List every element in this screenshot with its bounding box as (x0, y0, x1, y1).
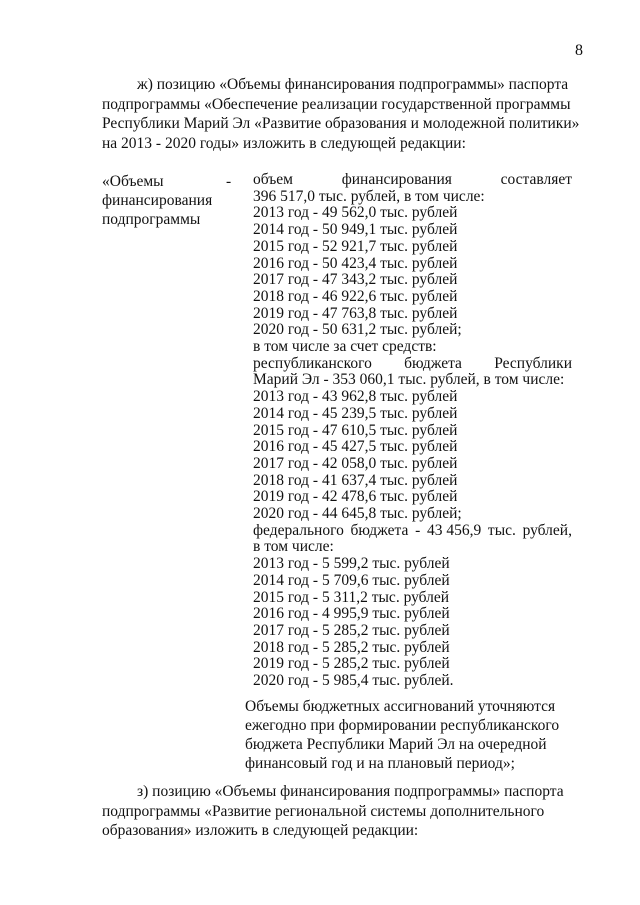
year-item: 2020 год - 50 631,2 тыс. рублей; (253, 321, 462, 339)
paragraph-line: ж) позицию «Объемы финансирования подпрограммы» паспорта (137, 76, 569, 93)
federal-word: 43 456,9 (426, 521, 482, 539)
note-line (245, 697, 572, 716)
year-item: 2015 год - 5 311,2 тыс. рублей (253, 588, 450, 606)
federal-word: - (415, 521, 421, 539)
year-item: 2020 год - 44 645,8 тыс. рублей; (253, 505, 462, 523)
federal-word: рублей, (522, 521, 572, 539)
note-word: Республики (306, 736, 385, 753)
year-item: 2016 год - 45 427,5 тыс. рублей (253, 438, 458, 456)
paragraph-line: Республики Марий Эл «Развитие образования и молодежной политики» (102, 115, 580, 132)
note-word: формировании (338, 717, 437, 734)
intro-word: финансирования (341, 171, 452, 188)
paragraph-word: системы (370, 802, 427, 820)
republic-word: бюджета (404, 354, 462, 372)
paragraph-word: «Развитие (204, 802, 272, 820)
label-dash: - (226, 173, 232, 190)
sources-heading: в том числе за счет средств: (253, 338, 437, 356)
federal-word: федерального (253, 521, 344, 539)
year-item: 2013 год - 49 562,0 тыс. рублей (253, 204, 458, 222)
intro-word: объем (253, 171, 293, 188)
year-item: 2018 год - 5 285,2 тыс. рублей (253, 638, 450, 656)
year-item: 2014 год - 5 709,6 тыс. рублей (253, 571, 450, 589)
note-line (245, 716, 572, 735)
years-republic-list (253, 389, 572, 523)
year-item: 2019 год - 47 763,8 тыс. рублей (253, 304, 458, 322)
paragraph-line: образования» изложить в следующей редакции: (102, 822, 419, 839)
years-total-list (253, 205, 572, 339)
year-item: 2014 год - 50 949,1 тыс. рублей (253, 221, 458, 239)
republic-total: Марий Эл - 353 060,1 тыс. рублей, в том числе: (253, 371, 565, 389)
note-line (245, 735, 572, 754)
year-item: 2014 год - 45 239,5 тыс. рублей (253, 404, 458, 422)
note-word: Эл (437, 736, 455, 753)
republic-line (253, 356, 572, 373)
note-word: бюджетных (302, 698, 380, 715)
paragraph-word: подпрограммы (102, 802, 201, 820)
note-word: Марий (388, 736, 434, 753)
paragraph-zh (102, 75, 580, 153)
note-word: уточняются (477, 698, 556, 715)
federal-word: бюджета (350, 521, 409, 539)
label-line: финансирования (102, 192, 213, 209)
year-item: 2013 год - 43 962,8 тыс. рублей (253, 388, 458, 406)
note-line: финансовый год и на плановый период»; (245, 755, 515, 772)
year-item: 2019 год - 42 478,6 тыс. рублей (253, 488, 458, 506)
funding-content (253, 172, 572, 690)
funding-label (102, 172, 242, 229)
year-item: 2017 год - 42 058,0 тыс. рублей (253, 454, 458, 472)
republic-word: республиканского (253, 354, 372, 372)
intro-line (253, 172, 572, 189)
note-word: при (310, 717, 335, 734)
note-word: республиканского (440, 717, 560, 734)
note-word: бюджета (245, 736, 303, 753)
year-item: 2018 год - 41 637,4 тыс. рублей (253, 471, 458, 489)
year-item: 2015 год - 47 610,5 тыс. рублей (253, 421, 458, 439)
federal-incl: в том числе: (253, 538, 334, 556)
label-line: «Объемы (102, 173, 164, 190)
republic-word: Республики (494, 354, 572, 372)
note-word: на (458, 736, 475, 753)
year-item: 2018 год - 46 922,6 тыс. рублей (253, 287, 458, 305)
year-item: 2017 год - 5 285,2 тыс. рублей (253, 621, 450, 639)
year-item: 2017 год - 47 343,2 тыс. рублей (253, 271, 458, 289)
note-word: Объемы (245, 698, 299, 715)
note-word: ассигнований (383, 698, 474, 715)
year-item: 2013 год - 5 599,2 тыс. рублей (253, 555, 450, 573)
paragraph-word: дополнительного (430, 802, 545, 820)
note-word: ежегодно (245, 717, 307, 734)
intro-word: составляет (500, 171, 572, 188)
federal-line (253, 523, 572, 540)
paragraph-word: региональной (275, 802, 367, 820)
label-line: подпрограммы (102, 211, 201, 228)
year-item: 2016 год - 4 995,9 тыс. рублей (253, 605, 450, 623)
paragraph-line: на 2013 - 2020 годы» изложить в следующей редакции: (102, 134, 466, 152)
year-item: 2016 год - 50 423,4 тыс. рублей (253, 254, 458, 272)
paragraph-line: подпрограммы «Обеспечение реализации государственной программы (102, 95, 571, 113)
paragraph-z (102, 782, 572, 841)
paragraph-line: з) позицию «Объемы финансирования подпрограммы» паспорта (137, 783, 564, 800)
year-item: 2020 год - 5 985,4 тыс. рублей. (253, 672, 454, 690)
page-number: 8 (575, 42, 583, 59)
paragraph-line (102, 802, 572, 822)
note-word: очередной (477, 736, 547, 753)
year-item: 2019 год - 5 285,2 тыс. рублей (253, 655, 450, 673)
years-federal-list (253, 556, 572, 690)
year-item: 2015 год - 52 921,7 тыс. рублей (253, 237, 458, 255)
total-line: 396 517,0 тыс. рублей, в том числе: (253, 187, 485, 205)
allocation-note (245, 697, 572, 773)
federal-word: тыс. (487, 521, 516, 539)
